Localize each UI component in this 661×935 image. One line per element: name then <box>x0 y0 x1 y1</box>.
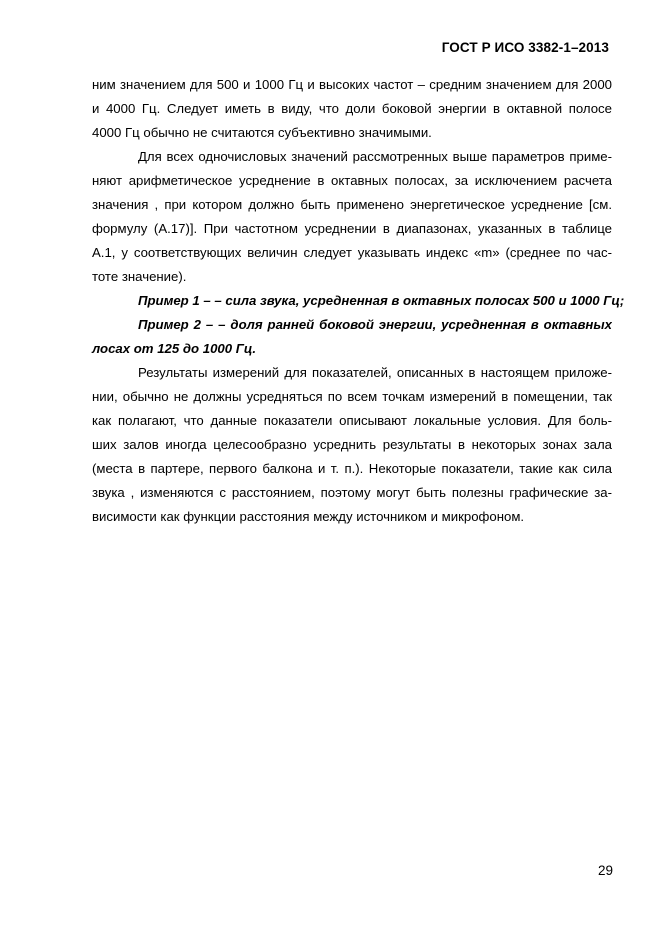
page-number: 29 <box>597 863 613 878</box>
text-line: (места в партере, первого балкона и т. п.). Некоторые показатели, такие как сила <box>92 461 612 476</box>
example-1: Пример 1 – – сила звука, усредненная в октавных полосах 500 и 1000 Гц; <box>138 293 625 308</box>
text-line: Результаты измерений для показателей, описанных в настоящем приложе- <box>138 365 612 380</box>
text-line: Для всех одночисловых значений рассмотренных выше параметров приме- <box>138 149 612 164</box>
text-line: нии, обычно не должны усредняться по всем точкам измерений в помещении, так <box>92 389 612 404</box>
text-line: А.1, у соответствующих величин следует указывать индекс «m» (среднее по час- <box>92 245 612 260</box>
text-line: тоте значение). <box>92 269 187 284</box>
text-line: как полагают, что данные показатели описывают локальные условия. Для боль- <box>92 413 612 428</box>
text-line: ших залов иногда целесообразно усреднить результаты в некоторых зонах зала <box>92 437 612 452</box>
body-text <box>92 73 625 529</box>
text-line: звука , изменяются с расстоянием, поэтому могут быть полезны графические за- <box>92 485 612 500</box>
text-line: значения , при котором должно быть применено энергетическое усреднение [см. <box>92 197 612 212</box>
text-line: няют арифметическое усреднение в октавных полосах, за исключением расчета <box>92 173 612 188</box>
text-line: и 4000 Гц. Следует иметь в виду, что доли боковой энергии в октавной полосе <box>92 101 612 116</box>
text-line: 4000 Гц обычно не считаются субъективно значимыми. <box>92 125 432 140</box>
document-header: ГОСТ Р ИСО 3382-1–2013 <box>441 40 609 55</box>
text-line: формулу (А.17)]. При частотном усреднении в диапазонах, указанных в таблице <box>92 221 612 236</box>
text-line: ним значением для 500 и 1000 Гц и высоких частот – средним значением для 2000 <box>92 77 612 92</box>
example-2-continuation: лосах от 125 до 1000 Гц. <box>92 341 257 356</box>
text-line: висимости как функции расстояния между источником и микрофоном. <box>92 509 525 524</box>
example-2: Пример 2 – – доля ранней боковой энергии, усредненная в октавных <box>138 317 612 332</box>
